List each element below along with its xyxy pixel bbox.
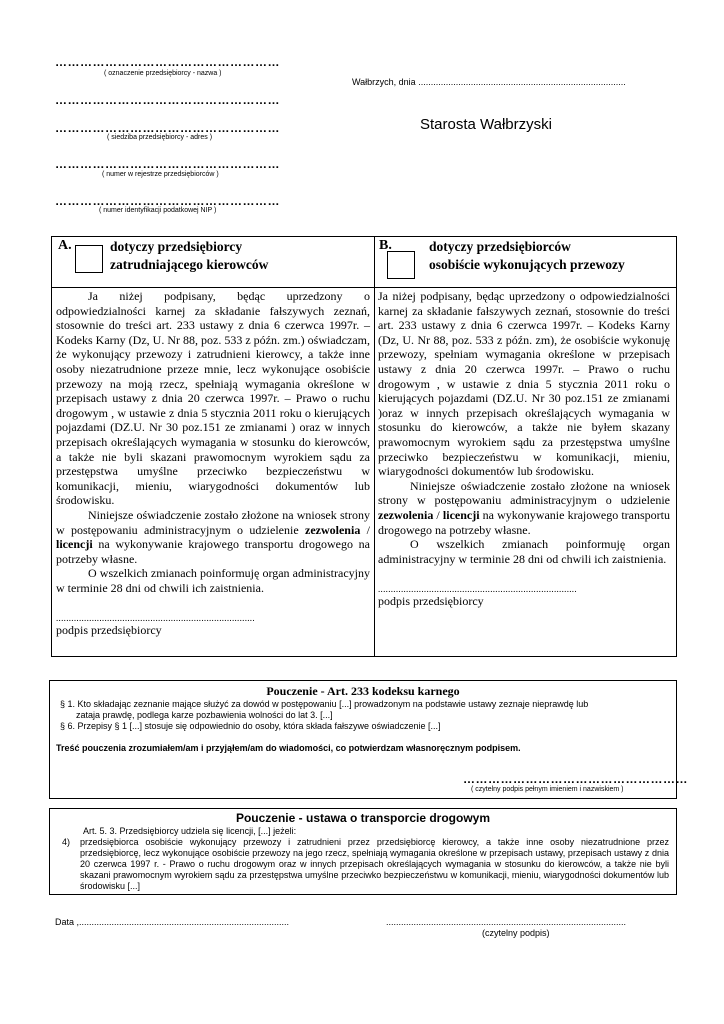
- option-a-title: [110, 238, 268, 274]
- option-a-p2-end: na wykonywanie krajowego transportu drogowego na potrzeby własne.: [56, 537, 370, 566]
- pouczenie-kk-box: [49, 680, 688, 799]
- footer-signature-caption: (czytelny podpis): [482, 928, 550, 938]
- sender-line2-dots: ………………………………………………: [55, 93, 280, 107]
- option-b-body: [378, 289, 670, 609]
- option-b-paragraph-1: Ja niżej podpisany, będąc uprzedzony o odpowiedzialności karnej za składanie fałszywych zeznań, stosownie do treści art. 233 ustawy z dnia 6 czerwca 1997r. – Kodeks Karny (Dz, U. Nr 88, poz. 533 z późn. zm), że osobiście wykonuję przewozy, spełniam wymagania określone w przepisach ustawy z dnia 20 czerwca 1997r. – Prawo o ruchu drogowym , w ustawie z dnia 5 stycznia 2011 roku o kierujących pojazdami (DZ.U. Nr 30 poz.151 ze zmianami )oraz w innych przepisach określających wymagania w stosunku do kierowców, a także nie byłem skazany prawomocnym wyrokiem sądu za przestępstwa umyślne przeciwko bezpieczeństwu w komunikacji, mieniu, wiarygodności dokumentów lub środowisku.: [378, 289, 670, 479]
- recipient: Starosta Wałbrzyski: [420, 116, 552, 133]
- option-a-checkbox[interactable]: [75, 245, 103, 273]
- option-a-signature-label: podpis przedsiębiorcy: [56, 623, 162, 638]
- sender-register-dots: ………………………………………………: [55, 157, 280, 171]
- pouczenie-kk-line3: § 6. Przepisy § 1 [...] stosuje się odpowiednio do osoby, która składa fałszywe oświadczenie [...]: [60, 721, 441, 731]
- option-b-signature-label: podpis przedsiębiorcy: [378, 594, 484, 609]
- option-a-signature-dots: ..............................................................................: [56, 613, 255, 624]
- option-b-slash: /: [433, 507, 443, 522]
- pouczenie-transport-intro: Art. 5. 3. Przedsiębiorcy udziela się licencji, [...] jeżeli:: [83, 826, 297, 836]
- column-divider: [374, 237, 375, 656]
- pouczenie-kk-acknowledgement: Treść pouczenia zrozumiałem/am i przyjąłem/am do wiadomości, co potwierdzam własnoręcznym podpisem.: [56, 743, 521, 753]
- option-a-letter: A.: [58, 238, 72, 253]
- option-b-licencji: licencji: [442, 507, 480, 522]
- option-b-title-line2: osobiście wykonujących przewozy: [429, 257, 625, 272]
- pouczenie-kk-signature-caption: ( czytelny podpis pełnym imieniem i nazwiskiem ): [471, 786, 624, 793]
- option-b-zezwolenia: zezwolenia: [378, 507, 434, 522]
- option-a-licencji: licencji: [56, 537, 93, 552]
- option-a-slash: /: [360, 522, 370, 537]
- option-a-title-line2: zatrudniającego kierowców: [110, 257, 269, 272]
- sender-nip-dots: ………………………………………………: [55, 194, 280, 208]
- option-a-zezwolenia: zezwolenia: [305, 522, 361, 537]
- option-a-body: [56, 289, 370, 638]
- pouczenie-transport-box: [49, 808, 677, 895]
- pouczenie-kk-line1: § 1. Kto składając zeznanie mające służyć za dowód w postępowaniu [...] prowadzonym na podstawie ustawy zeznaje nieprawdę lub: [60, 699, 589, 709]
- sender-nip-caption: ( numer identyfikacji podatkowej NIP ): [99, 207, 217, 214]
- option-b-p2-text: Niniejsze oświadczenie zostało złożone na wniosek strony w postępowaniu administracyjnym o udzielenie: [378, 478, 670, 508]
- statement-table: [51, 236, 677, 657]
- pouczenie-transport-title: Pouczenie - ustawa o transporcie drogowym: [235, 811, 491, 825]
- option-b-letter: B.: [379, 238, 392, 253]
- sender-address-dots: ………………………………………………: [55, 121, 280, 135]
- option-b-p2-end: na wykonywanie krajowego transportu drogowego na potrzeby własne.: [378, 507, 671, 537]
- option-b-paragraph-3: O wszelkich zmianach poinformuję organ administracyjny w terminie 28 dni od chwili ich zaistnienia.: [378, 537, 670, 566]
- pouczenie-kk-line2: zataja prawdę, podlega karze pozbawienia wolności do lat 3. [...]: [76, 710, 333, 720]
- pouczenie-kk-title: Pouczenie - Art. 233 kodeksu karnego: [266, 684, 460, 698]
- pouczenie-transport-item-number: 4): [62, 837, 71, 847]
- option-b-paragraph-2: [378, 479, 670, 537]
- sender-name-caption: ( oznaczenie przedsiębiorcy - nazwa ): [104, 70, 222, 77]
- option-b-title: [429, 238, 625, 274]
- header-divider: [52, 287, 676, 288]
- option-b-checkbox[interactable]: [387, 251, 415, 279]
- option-b-signature-dots: ..............................................................................: [378, 584, 577, 595]
- footer-signature-dots: ................................................................................................: [386, 917, 627, 927]
- sender-register-caption: ( numer w rejestrze przedsiębiorców ): [102, 171, 219, 178]
- footer-date-dots: ....................................................................................: [79, 917, 290, 927]
- sender-name-dots: ………………………………………………: [55, 55, 280, 69]
- option-a-p2-text: Niniejsze oświadczenie zostało złożone na wniosek strony w postępowaniu administracyjnym o udzielenie: [56, 507, 370, 537]
- pouczenie-kk-signature-dots: ………………………………………………: [463, 772, 688, 786]
- footer-date: [55, 917, 289, 927]
- sender-address-caption: ( siedziba przedsiębiorcy - adres ): [107, 134, 213, 141]
- option-a-title-line1: dotyczy przedsiębiorcy: [110, 239, 243, 254]
- option-a-paragraph-1: Ja niżej podpisany, będąc uprzedzony o odpowiedzialności karnej za składanie fałszywych zeznań, stosownie do treści art. 233 ustawy z dnia 6 czerwca 1997r. – Kodeks Karny (Dz, U. Nr 88, poz. 533 z późn. zm.) oświadczam, że wykonujący przewozy i zatrudnieni kierowcy, a także inne osoby niezatrudnione przeze mnie, lecz wykonujące osobiście przewozy na moją rzecz, spełniają wymagania określone w przepisach ustawy z dnia 20 czerwca 1997r. – Prawo o ruchu drogowym , w ustawie z dnia 5 stycznia 2011 roku o kierujących pojazdami (DZ.U. Nr 30 poz.151 ze zmianami ) oraz w innych przepisach określających wymagania w stosunku do kierowców, a także nie byli skazani prawomocnym wyrokiem sądu za przestępstwa umyślne przeciwko bezpieczeństwu w komunikacji, mieniu, wiarygodności dokumentów lub środowisku.: [56, 289, 370, 508]
- footer-date-label: Data ,: [55, 917, 80, 927]
- option-a-paragraph-2: [56, 508, 370, 566]
- option-b-title-line1: dotyczy przedsiębiorców: [429, 239, 571, 254]
- option-a-paragraph-3: O wszelkich zmianach poinformuję organ administracyjny w terminie 28 dni od chwili ich zaistnienia.: [56, 566, 370, 595]
- pouczenie-transport-item-text: przedsiębiorca osobiście wykonujący przewozy i zatrudnieni przez przedsiębiorcę kierowcy, a także inne osoby niezatrudnione przez przedsiębiorcę, lecz wykonujące osobiście przewozy na jego rzecz, spełniają wymagania określone w przepisach ustawy, przepisach ustawy z dnia 20 czerwca 1997 r. - Prawo o ruchu drogowym oraz w innych przepisach określających wymagania w stosunku do kierowców, a także nie byli skazani prawomocnym wyrokiem sądu za przestępstwa umyślne przeciwko bezpieczeństwu w komunikacji, mieniu, wiarygodności dokumentów lub środowisku [...]: [80, 837, 669, 891]
- place-date: Wałbrzych, dnia ...................................................................................: [352, 77, 626, 87]
